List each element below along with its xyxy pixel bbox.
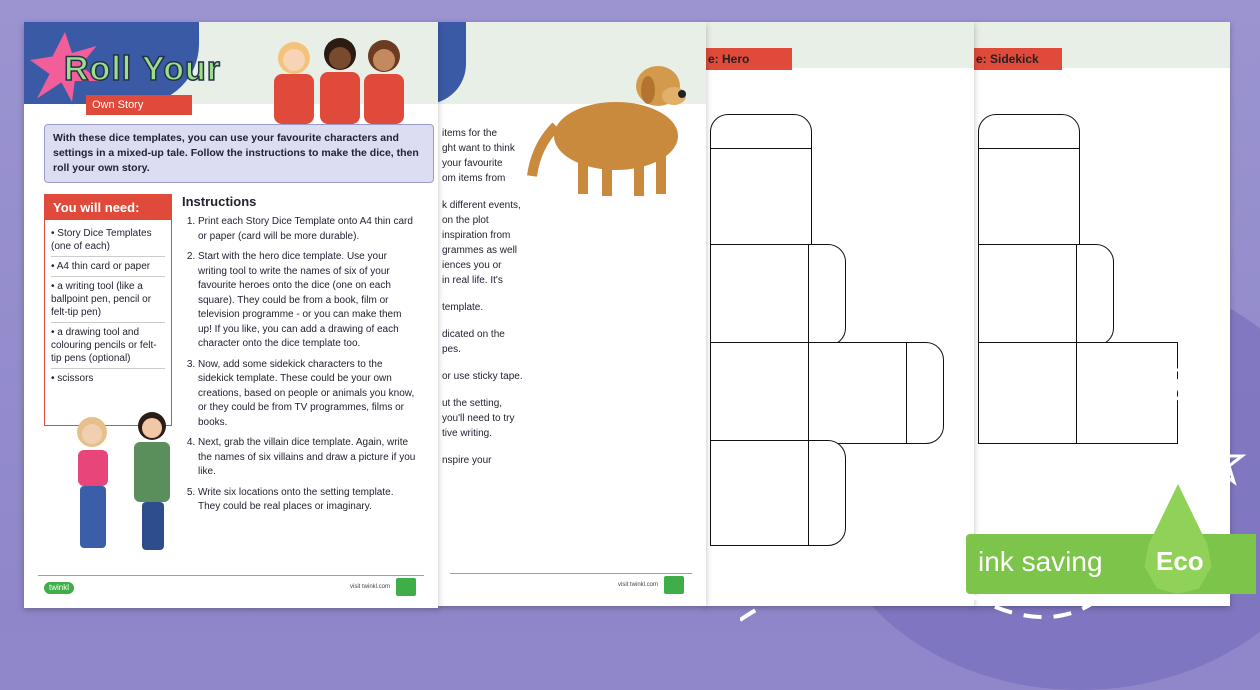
page-footer xyxy=(450,573,692,596)
instructions xyxy=(182,192,418,521)
header-panel xyxy=(436,22,466,104)
list-item: • A4 thin card or paper xyxy=(51,257,165,277)
footer-url: visit twinkl.com xyxy=(617,582,658,588)
dice-flap xyxy=(710,114,812,152)
footer-badge-icon xyxy=(396,578,416,596)
intro-box: With these dice templates, you can use your favourite characters and settings in a mixed-up tale. Follow the instructions to make the dice, then roll your own story. xyxy=(44,124,434,183)
dog-illustration xyxy=(526,46,696,202)
two-women-illustration xyxy=(58,410,188,560)
instruction-step: 3. Now, add some sidekick characters to the sidekick template. These could be your own creations, based on people or animals you know, or they could be from TV programmes, films or books. xyxy=(198,358,418,431)
page-header xyxy=(24,22,438,104)
instruction-step: 5. Write six locations onto the setting template. They could be real places or imaginary. xyxy=(198,486,418,515)
dice-square xyxy=(978,244,1080,346)
text-paragraph: or use sticky tape. xyxy=(442,371,523,382)
text-paragraph: dicated on the pes. xyxy=(442,329,505,355)
text-paragraph: ut the setting, you'll need to try tive writing. xyxy=(442,398,515,439)
page-footer xyxy=(38,575,424,598)
star-decoration xyxy=(1160,350,1260,510)
instructions-list xyxy=(182,215,418,515)
instructions-title: Instructions xyxy=(182,194,257,209)
text-paragraph: template. xyxy=(442,302,484,313)
dice-flap xyxy=(978,114,1080,152)
instruction-step: 1. Print each Story Dice Template onto A4 thin card or paper (card will be more durable). xyxy=(198,215,418,244)
page-instructions xyxy=(24,22,438,608)
template-tag: e: Hero xyxy=(704,48,792,70)
list-item: • Story Dice Templates (one of each) xyxy=(51,224,165,257)
list-item: • a drawing tool and colouring pencils or felt-tip pens (optional) xyxy=(51,323,165,369)
dice-flap xyxy=(1076,244,1114,346)
dice-square xyxy=(710,244,812,346)
dice-square xyxy=(978,148,1080,248)
needs-list xyxy=(45,220,171,392)
footer-badge-icon xyxy=(664,576,684,594)
instruction-step: 4. Next, grab the villain dice template. Again, write the names of six villains and draw a picture if you like. xyxy=(198,436,418,480)
dice-square xyxy=(978,342,1080,444)
eco-label: Eco xyxy=(1156,546,1204,576)
footer-url: visit twinkl.com xyxy=(349,584,390,590)
ink-saving-label: ink saving xyxy=(978,546,1103,577)
dice-flap xyxy=(808,244,846,346)
list-item: • scissors xyxy=(51,369,165,388)
dice-flap xyxy=(906,342,944,444)
twinkl-logo: twinkl xyxy=(44,582,74,594)
dice-square xyxy=(710,342,812,444)
dice-square xyxy=(710,148,812,248)
you-will-need-title: You will need: xyxy=(45,195,171,220)
dice-square xyxy=(808,342,910,444)
text-paragraph: k different events, on the plot inspiration from grammes as well iences you or in real life. It's xyxy=(442,200,521,286)
list-item: • a writing tool (like a ballpoint pen, pencil or felt-tip pen) xyxy=(51,277,165,323)
page-text xyxy=(442,126,542,480)
you-will-need-box xyxy=(44,194,172,426)
template-tag: e: Sidekick xyxy=(972,48,1062,70)
page-title: Roll Your xyxy=(64,50,221,88)
page-continued xyxy=(436,22,706,606)
instruction-step: 2. Start with the hero dice template. Use your writing tool to write the names of six of your favourite heroes onto the dice (one on each square). They could be from a book, film or television programme - or you can make them up! If you like, you can add a drawing of each character onto the dice template too. xyxy=(198,250,418,352)
text-paragraph: items for the ght want to think your favourite om items from xyxy=(442,128,515,184)
ink-saving-eco-badge xyxy=(966,534,1256,594)
girls-illustration xyxy=(244,28,434,128)
subtitle-tag: Own Story xyxy=(86,95,192,115)
text-paragraph: nspire your xyxy=(442,455,492,466)
